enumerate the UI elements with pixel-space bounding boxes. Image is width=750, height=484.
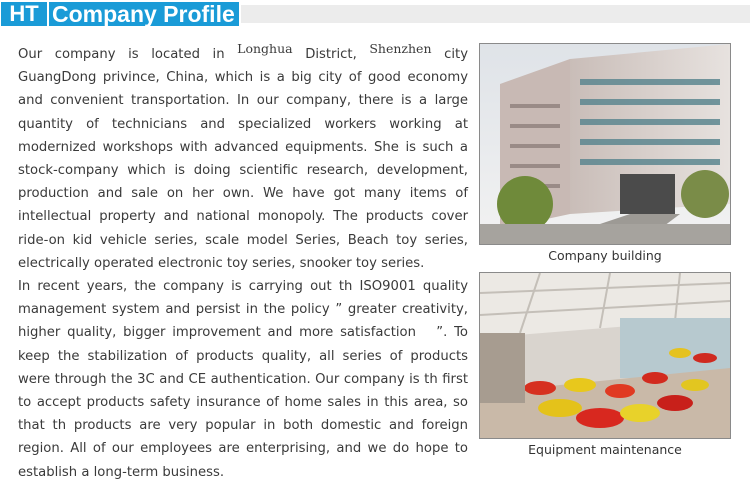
equipment-photo xyxy=(479,272,731,439)
header-divider-bar xyxy=(241,5,750,23)
paragraph-1-intro: Our company is located in xyxy=(18,47,238,62)
building-caption: Company building xyxy=(548,248,662,263)
place-longhua: Longhua xyxy=(237,41,293,56)
equipment-caption: Equipment maintenance xyxy=(528,442,682,457)
place-shenzhen: Shenzhen xyxy=(369,41,432,56)
page-title: Company Profile xyxy=(52,1,235,27)
paragraph-1-body: city GuangDong privince, China, which is a big city of good economy and convenient transportation. In our company, there is a large quantity of technicians and specialized workers working at modernized workshops with advanced equipments. She is such a stock-company which is doing scientific research, development, production and sale on her own. We have got many items of intellectual property and national monopoly. The products cover ride-on kid vehicle series, scale model Series, Beach toy series, electrically operated electronic toy series, snooker toy series. xyxy=(18,47,468,271)
page-header xyxy=(0,0,750,30)
paragraph-1-district: District, xyxy=(292,47,370,62)
company-description xyxy=(18,42,468,484)
company-building-photo xyxy=(479,43,731,245)
ht-logo: HT xyxy=(1,2,47,26)
paragraph-quality: In recent years, the company is carrying out th ISO9001 quality management system and persist in the policy ” greater creativity, higher quality, bigger improvement and more satisfaction ”. To keep the stabilization of products quality, all series of products were through the 3C and CE authentication. Our company is th first to accept products safety insurance of home sales in this area, so that th products are very popular in both domestic and foreign region. All of our employees are enterprising, and we do hope to establish a long-term business. xyxy=(18,279,468,480)
paragraph-location xyxy=(18,42,468,275)
